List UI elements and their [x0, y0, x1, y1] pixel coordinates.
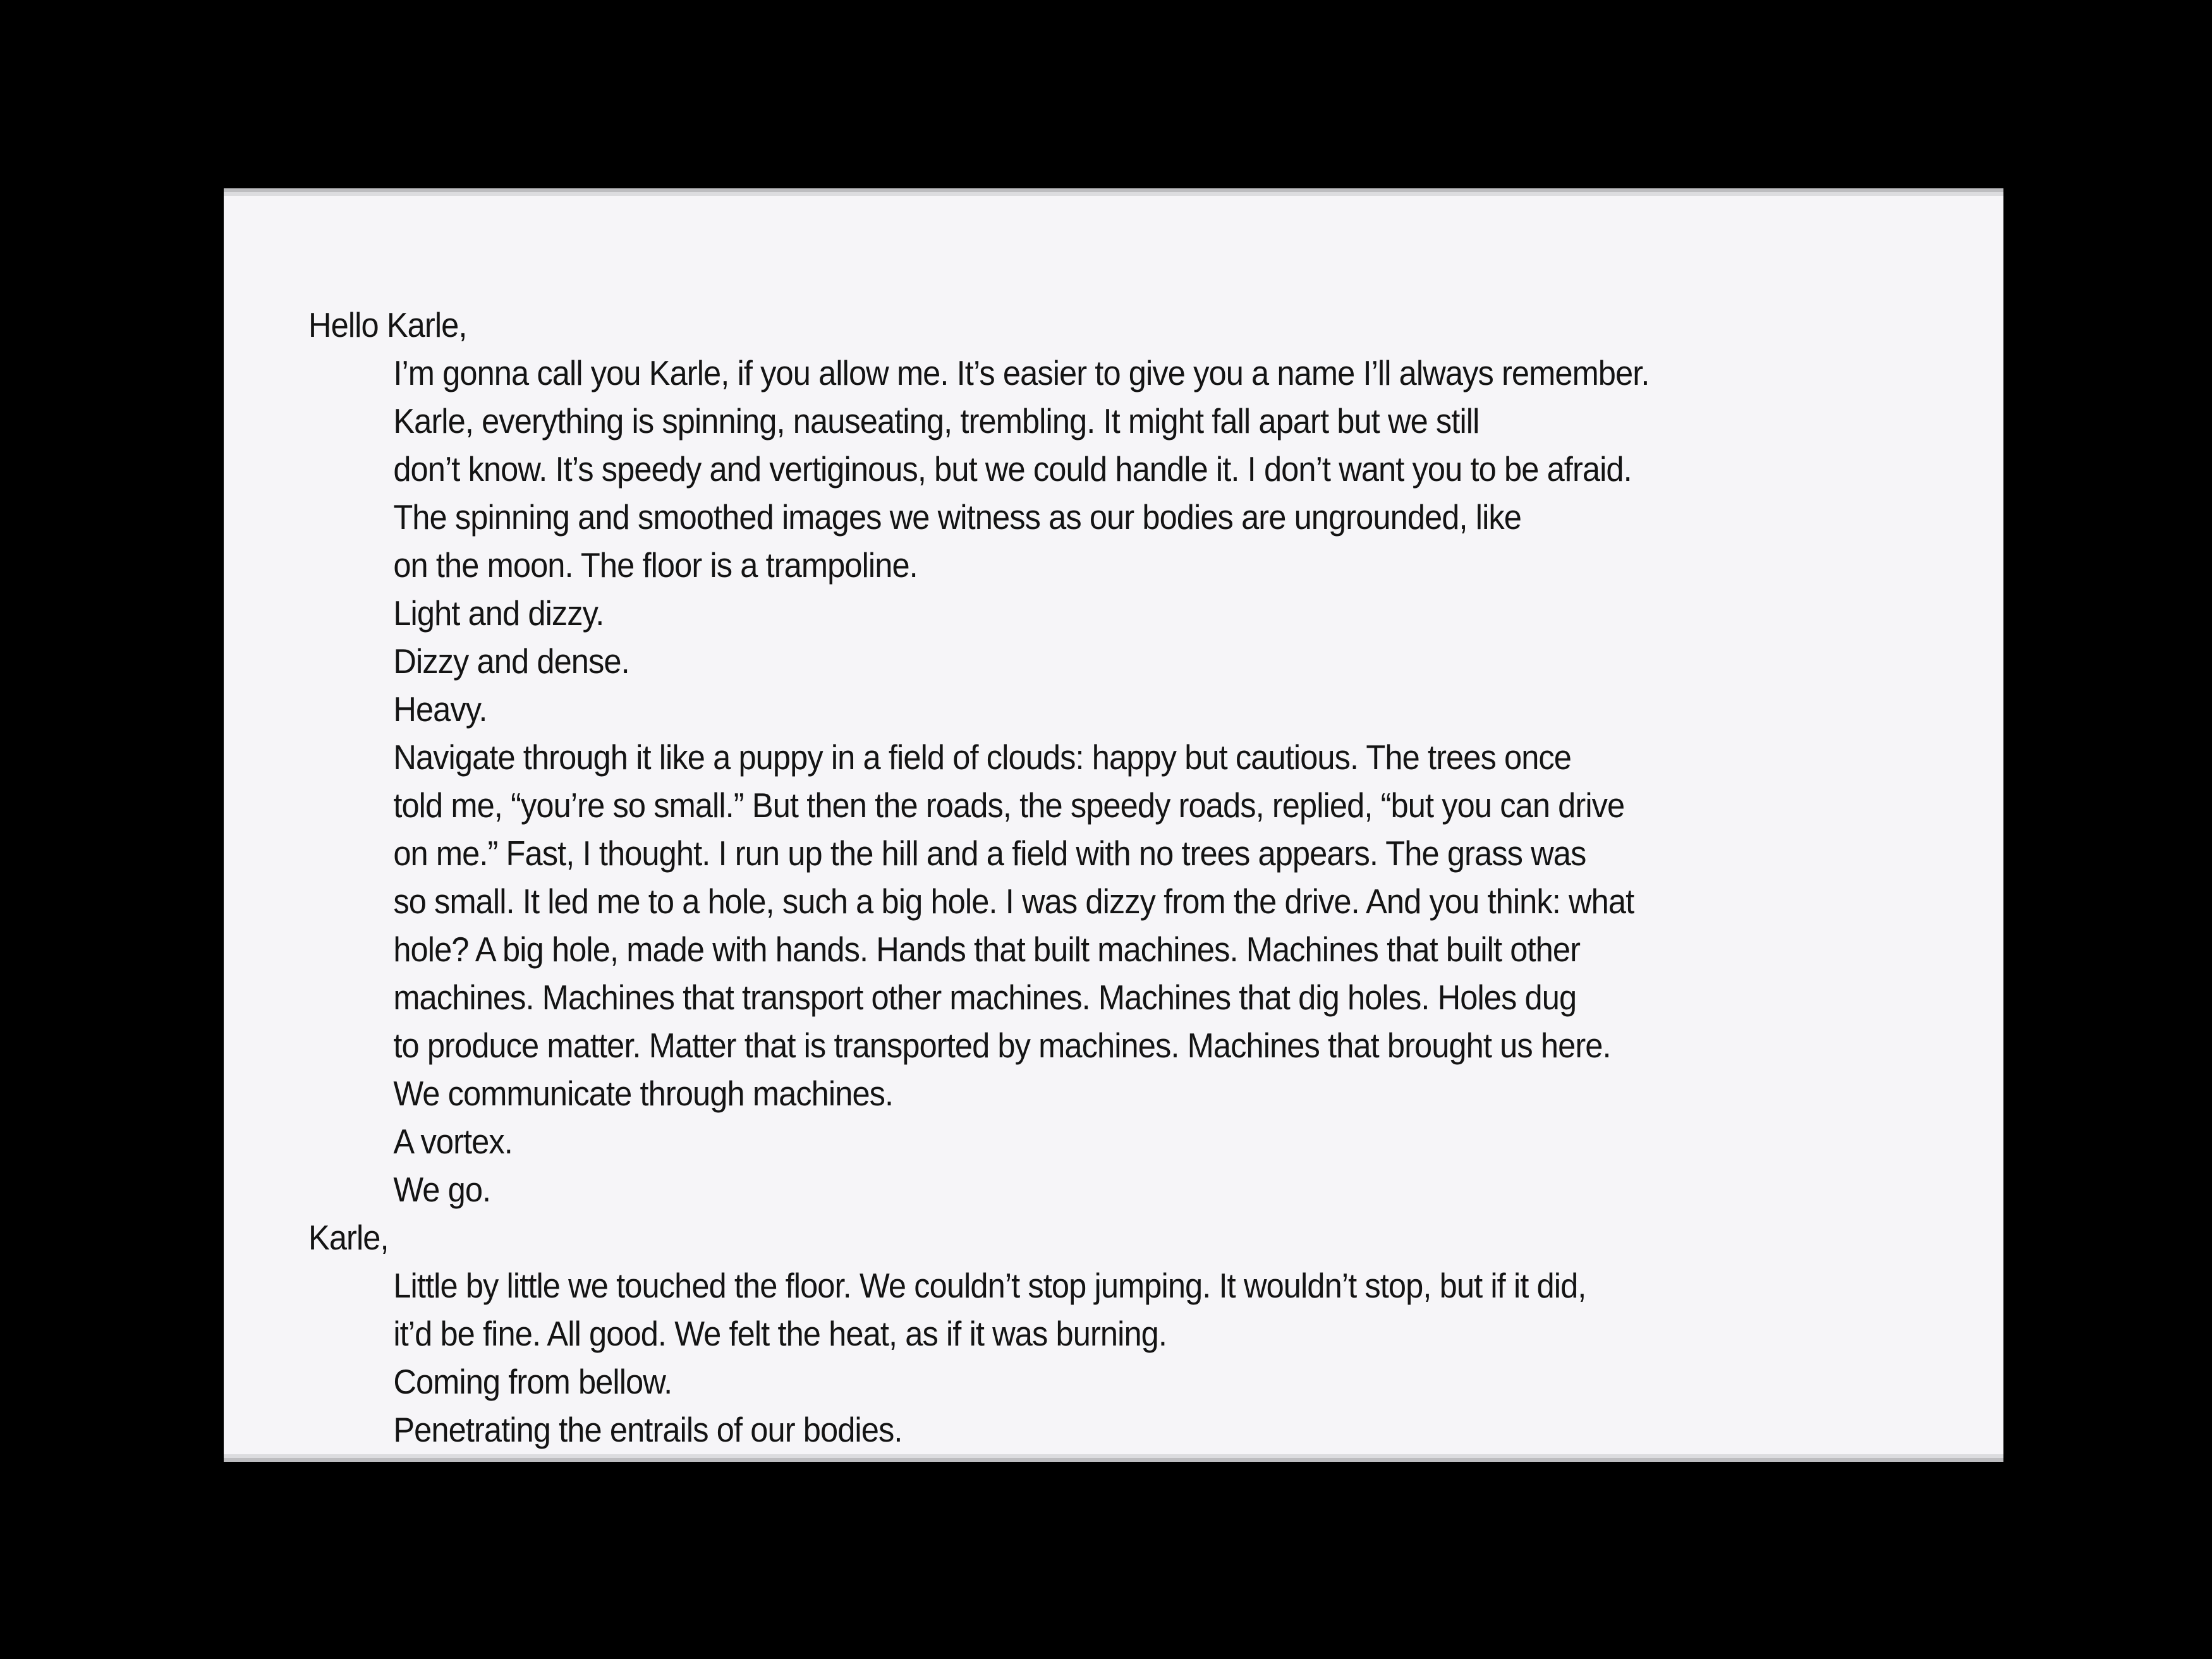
letter-line: We go. [393, 1170, 491, 1209]
letter-line: We communicate through machines. [393, 1074, 894, 1113]
letter-line: it’d be fine. All good. We felt the heat, as if it was burning. [393, 1314, 1167, 1353]
letter-line: Light and dizzy. [393, 593, 604, 633]
letter-line: machines. Machines that transport other machines. Machines that dig holes. Holes dug [393, 978, 1577, 1017]
paper-stack [224, 188, 2003, 1462]
letter-line: Karle, everything is spinning, nauseating, trembling. It might fall apart but we still [393, 401, 1480, 441]
letter-line: so small. It led me to a hole, such a big hole. I was dizzy from the drive. And you think: what [393, 882, 1634, 921]
letter-line: told me, “you’re so small.” But then the roads, the speedy roads, replied, “but you can drive [393, 786, 1625, 825]
letter-line: to produce matter. Matter that is transported by machines. Machines that brought us here. [393, 1026, 1611, 1065]
letter-line: hole? A big hole, made with hands. Hands that built machines. Machines that built other [393, 930, 1581, 969]
letter-line: on me.” Fast, I thought. I run up the hill and a field with no trees appears. The grass was [393, 834, 1586, 873]
letter-page [224, 196, 2003, 1454]
letter-line: The spinning and smoothed images we witness as our bodies are ungrounded, like [393, 497, 1522, 537]
letter-line: Navigate through it like a puppy in a field of clouds: happy but cautious. The trees once [393, 738, 1572, 777]
letter-line: don’t know. It’s speedy and vertiginous, but we could handle it. I don’t want you to be afraid. [393, 449, 1632, 489]
salutation: Hello Karle, [308, 305, 467, 344]
letter-line: Dizzy and dense. [393, 641, 629, 681]
letter-line: I’m gonna call you Karle, if you allow me. It’s easier to give you a name I’ll always remember. [393, 353, 1650, 392]
letter-line: on the moon. The floor is a trampoline. [393, 545, 918, 585]
letter-body [308, 301, 1797, 1454]
letter-line: Little by little we touched the floor. We couldn’t stop jumping. It wouldn’t stop, but if it did, [393, 1266, 1586, 1305]
letter-line: Penetrating the entrails of our bodies. [393, 1410, 902, 1449]
letter-line: Heavy. [393, 690, 487, 729]
letter-line: Coming from bellow. [393, 1362, 672, 1401]
sheet-edge-bottom [224, 1458, 2003, 1462]
salutation: Karle, [308, 1218, 389, 1257]
letter-line: A vortex. [393, 1122, 513, 1161]
